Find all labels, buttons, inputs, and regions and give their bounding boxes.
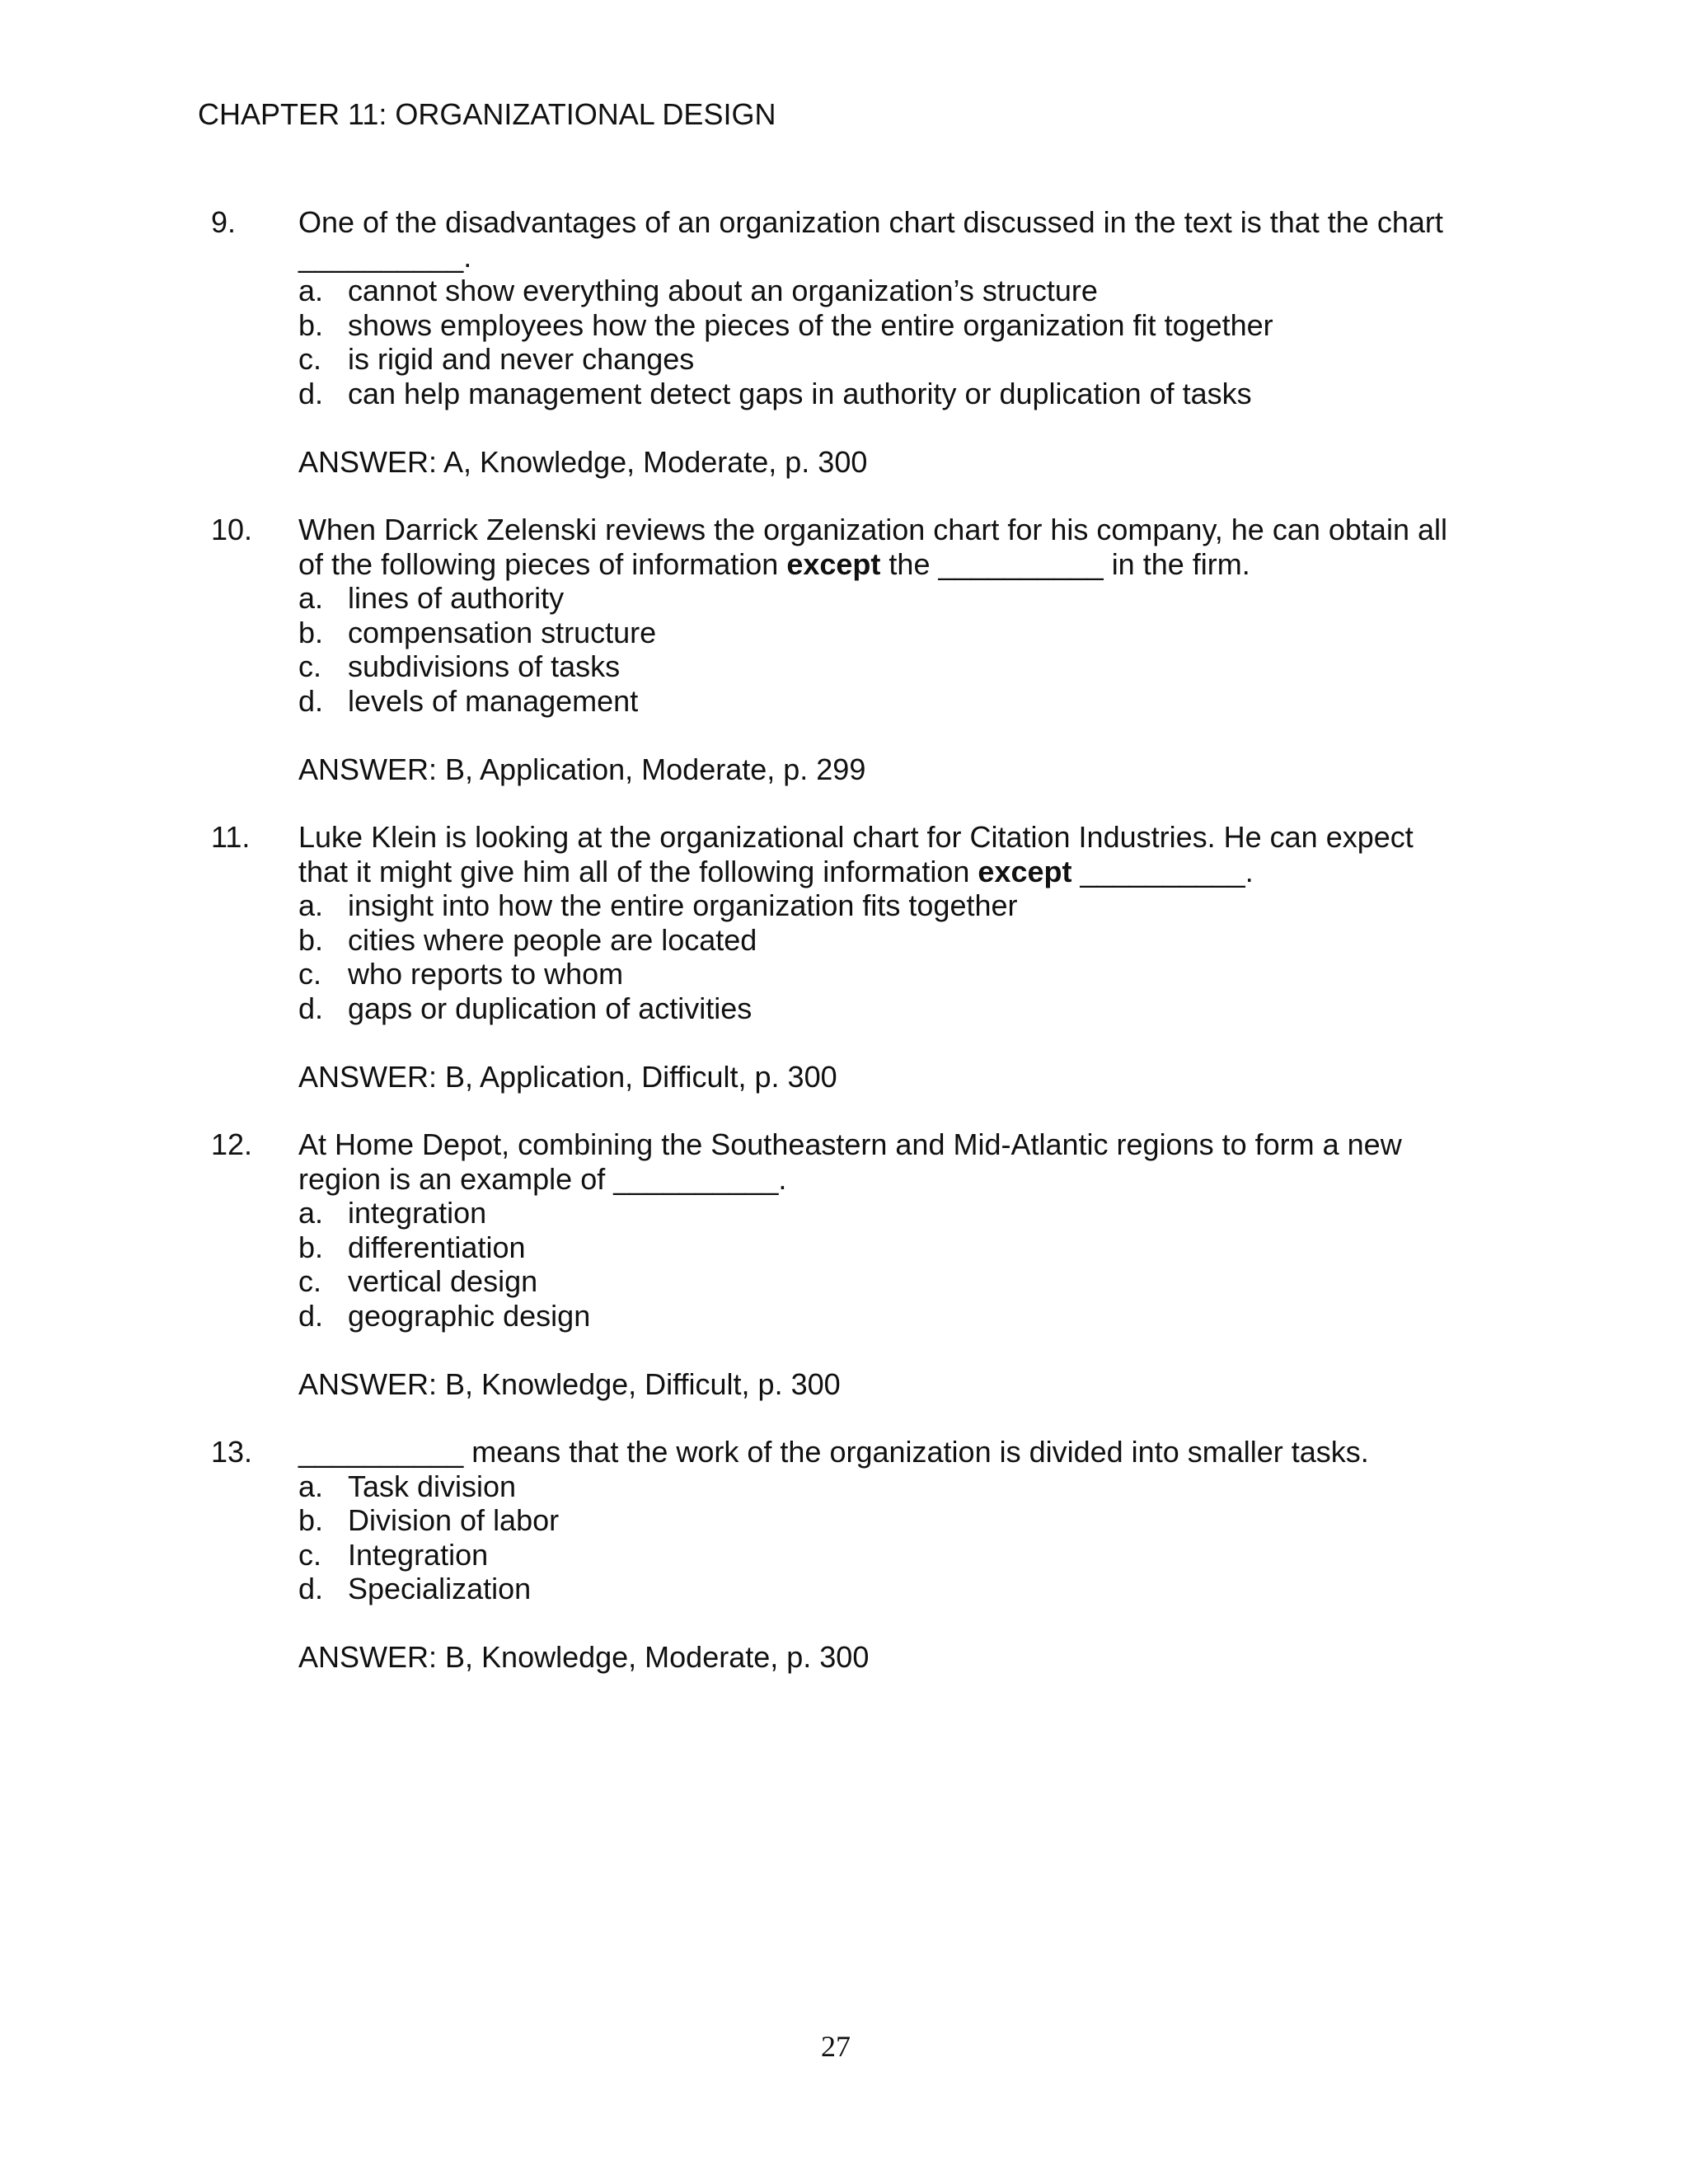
option-letter: b. (298, 1230, 324, 1264)
option-letter: a. (298, 581, 324, 615)
option-a (298, 888, 1493, 923)
option-letter: a. (298, 274, 324, 307)
option-c (298, 649, 1493, 684)
option-d (298, 684, 1493, 719)
question-number: 10. (211, 513, 253, 546)
option-text: integration (348, 1196, 487, 1230)
option-c (298, 957, 1493, 991)
option-letter: c. (298, 649, 322, 683)
question-number: 9. (211, 205, 237, 239)
option-letter: a. (298, 1196, 324, 1230)
option-text: can help management detect gaps in authority or duplication of tasks (348, 376, 1252, 410)
option-text: Task division (348, 1469, 517, 1503)
option-letter: d. (298, 991, 324, 1025)
option-text: who reports to whom (348, 957, 624, 991)
option-d (298, 991, 1493, 1026)
stem-text: of the following pieces of information (298, 546, 787, 581)
option-b (298, 308, 1493, 343)
option-d (298, 1299, 1493, 1333)
option-text: compensation structure (348, 615, 657, 649)
question-number: 13. (211, 1435, 253, 1469)
option-text: Specialization (348, 1572, 532, 1605)
question-body (298, 1127, 1493, 1401)
option-a (298, 581, 1493, 616)
option-a (298, 1469, 1493, 1504)
answer-line: ANSWER: A, Knowledge, Moderate, p. 300 (298, 444, 868, 479)
option-a (298, 1196, 1493, 1230)
option-letter: c. (298, 342, 322, 376)
answer-line: ANSWER: B, Knowledge, Moderate, p. 300 (298, 1640, 870, 1674)
option-text: geographic design (348, 1298, 591, 1333)
option-letter: b. (298, 615, 324, 649)
option-letter: d. (298, 376, 324, 410)
option-letter: a. (298, 1469, 324, 1503)
question-body (298, 205, 1493, 479)
option-text: cities where people are located (348, 922, 757, 957)
page-number: 27 (821, 2030, 851, 2063)
option-letter: d. (298, 1572, 324, 1605)
chapter-header: CHAPTER 11: ORGANIZATIONAL DESIGN (198, 97, 776, 131)
option-text: differentiation (348, 1230, 526, 1264)
question-stem-line: When Darrick Zelenski reviews the organization chart for his company, he can obtain all (298, 513, 1447, 546)
option-c (298, 1538, 1493, 1572)
option-c (298, 1264, 1493, 1299)
option-text: levels of management (348, 683, 639, 718)
stem-emphasis: except (786, 546, 881, 581)
option-letter: c. (298, 1537, 322, 1572)
question-stem-line: region is an example of __________. (298, 1161, 787, 1196)
answer-line: ANSWER: B, Application, Moderate, p. 299 (298, 752, 866, 786)
option-text: Division of labor (348, 1503, 560, 1537)
question-body (298, 820, 1493, 1094)
option-b (298, 1230, 1493, 1265)
option-letter: b. (298, 1503, 324, 1537)
option-text: is rigid and never changes (348, 342, 695, 376)
option-d (298, 1572, 1493, 1606)
option-text: lines of authority (348, 581, 565, 615)
stem-text: __________. (1071, 854, 1254, 888)
option-text: cannot show everything about an organization’s structure (348, 274, 1098, 307)
option-a (298, 274, 1493, 308)
option-d (298, 377, 1493, 411)
question-stem-line: At Home Depot, combining the Southeastern and Mid-Atlantic regions to form a new (298, 1127, 1402, 1161)
option-letter: a. (298, 888, 324, 922)
question-stem-line: Luke Klein is looking at the organizational chart for Citation Industries. He can expect (298, 820, 1414, 854)
answer-line: ANSWER: B, Knowledge, Difficult, p. 300 (298, 1366, 841, 1401)
question-body (298, 1435, 1493, 1675)
option-letter: d. (298, 683, 324, 718)
option-text: gaps or duplication of activities (348, 991, 753, 1025)
stem-text: the __________ in the firm. (880, 546, 1250, 581)
question-number: 12. (211, 1127, 253, 1161)
question-stem-line: __________ means that the work of the organization is divided into smaller tasks. (298, 1435, 1369, 1469)
question-stem-line: __________. (298, 239, 472, 274)
option-text: vertical design (348, 1264, 538, 1298)
option-letter: b. (298, 307, 324, 342)
option-text: Integration (348, 1537, 489, 1572)
option-letter: b. (298, 922, 324, 957)
question-number: 11. (211, 820, 251, 854)
option-letter: d. (298, 1298, 324, 1333)
option-b (298, 1503, 1493, 1538)
question-stem-line (298, 547, 1493, 582)
option-b (298, 616, 1493, 650)
option-c (298, 342, 1493, 377)
option-letter: c. (298, 1264, 322, 1298)
option-text: insight into how the entire organization fits together (348, 888, 1018, 922)
stem-emphasis: except (978, 854, 1072, 888)
question-body (298, 513, 1493, 786)
option-text: shows employees how the pieces of the entire organization fit together (348, 307, 1273, 342)
stem-text: that it might give him all of the following information (298, 854, 978, 888)
option-text: subdivisions of tasks (348, 649, 621, 683)
question-stem-line (298, 855, 1493, 889)
question-stem-line: One of the disadvantages of an organization chart discussed in the text is that the chart (298, 205, 1443, 239)
answer-line: ANSWER: B, Application, Difficult, p. 300 (298, 1059, 837, 1094)
option-b (298, 923, 1493, 958)
option-letter: c. (298, 957, 322, 991)
